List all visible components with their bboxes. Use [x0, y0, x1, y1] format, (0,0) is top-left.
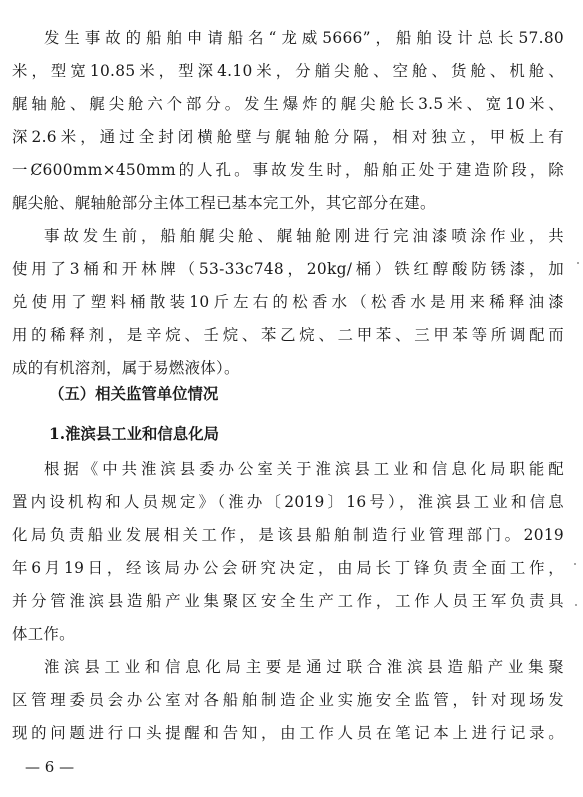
text-line: 使用了3桶和开林牌（53-33c748，20kg/桶）铁红醇酸防锈漆，加 — [12, 260, 564, 278]
text-line: 根据《中共淮滨县委办公室关于淮滨县工业和信息化局职能配 — [44, 460, 564, 478]
scan-mark — [577, 262, 579, 264]
text-line: 体工作。 — [12, 625, 75, 643]
text-line: 事故发生前，船舶艉尖舱、艉轴舱刚进行完油漆喷涂作业，共 — [44, 227, 564, 245]
text-line: 深2.6米，通过全封闭横舱壁与艉轴舱分隔，相对独立，甲板上有 — [12, 128, 564, 146]
section-heading: （五）相关监管单位情况 — [49, 385, 219, 403]
text-line: 并分管淮滨县造船产业集聚区安全生产工作，工作人员王军负责具 — [12, 592, 564, 610]
text-line: 一Ȼ600mm×450mm的人孔。事故发生时，船舶正处于建造阶段，除 — [12, 161, 564, 179]
text-line: 发生事故的船舶申请船名“龙威5666”，船舶设计总长57.80 — [44, 29, 564, 47]
page-number: — 6 — — [25, 758, 75, 776]
text-line: 米，型宽10.85米，型深4.10米，分艏尖舱、空舱、货舱、机舱、 — [12, 62, 564, 80]
text-line: 成的有机溶剂，属于易燃液体）。 — [12, 359, 240, 377]
text-line: 置内设机构和人员规定》（淮办〔2019〕16号），淮滨县工业和信息 — [12, 493, 564, 511]
text-line: 兑使用了塑料桶散装10斤左右的松香水（松香水是用来稀释油漆 — [12, 293, 564, 311]
text-line: 化局负责船业发展相关工作，是该县船舶制造行业管理部门。2019 — [12, 526, 564, 544]
scan-mark — [575, 604, 577, 606]
text-line: 用的稀释剂，是辛烷、壬烷、苯乙烷、二甲苯、三甲苯等所调配而 — [12, 326, 564, 344]
text-line: 区管理委员会办公室对各船舶制造企业实施安全监管，针对现场发 — [12, 691, 564, 709]
text-line: 艉尖舱、艉轴舱部分主体工程已基本完工外，其它部分在建。 — [12, 194, 436, 212]
text-line: 淮滨县工业和信息化局主要是通过联合淮滨县造船产业集聚 — [44, 658, 564, 676]
text-line: 艉轴舱、艉尖舱六个部分。发生爆炸的艉尖舱长3.5米、宽10米、 — [12, 95, 564, 113]
text-line: 年6月19日，经该局办公会研究决定，由局长丁锋负责全面工作， — [12, 559, 564, 577]
scan-mark — [574, 563, 576, 565]
subsection-heading: 1.淮滨县工业和信息化局 — [49, 425, 219, 443]
text-line: 现的问题进行口头提醒和告知，由工作人员在笔记本上进行记录。 — [12, 724, 564, 742]
